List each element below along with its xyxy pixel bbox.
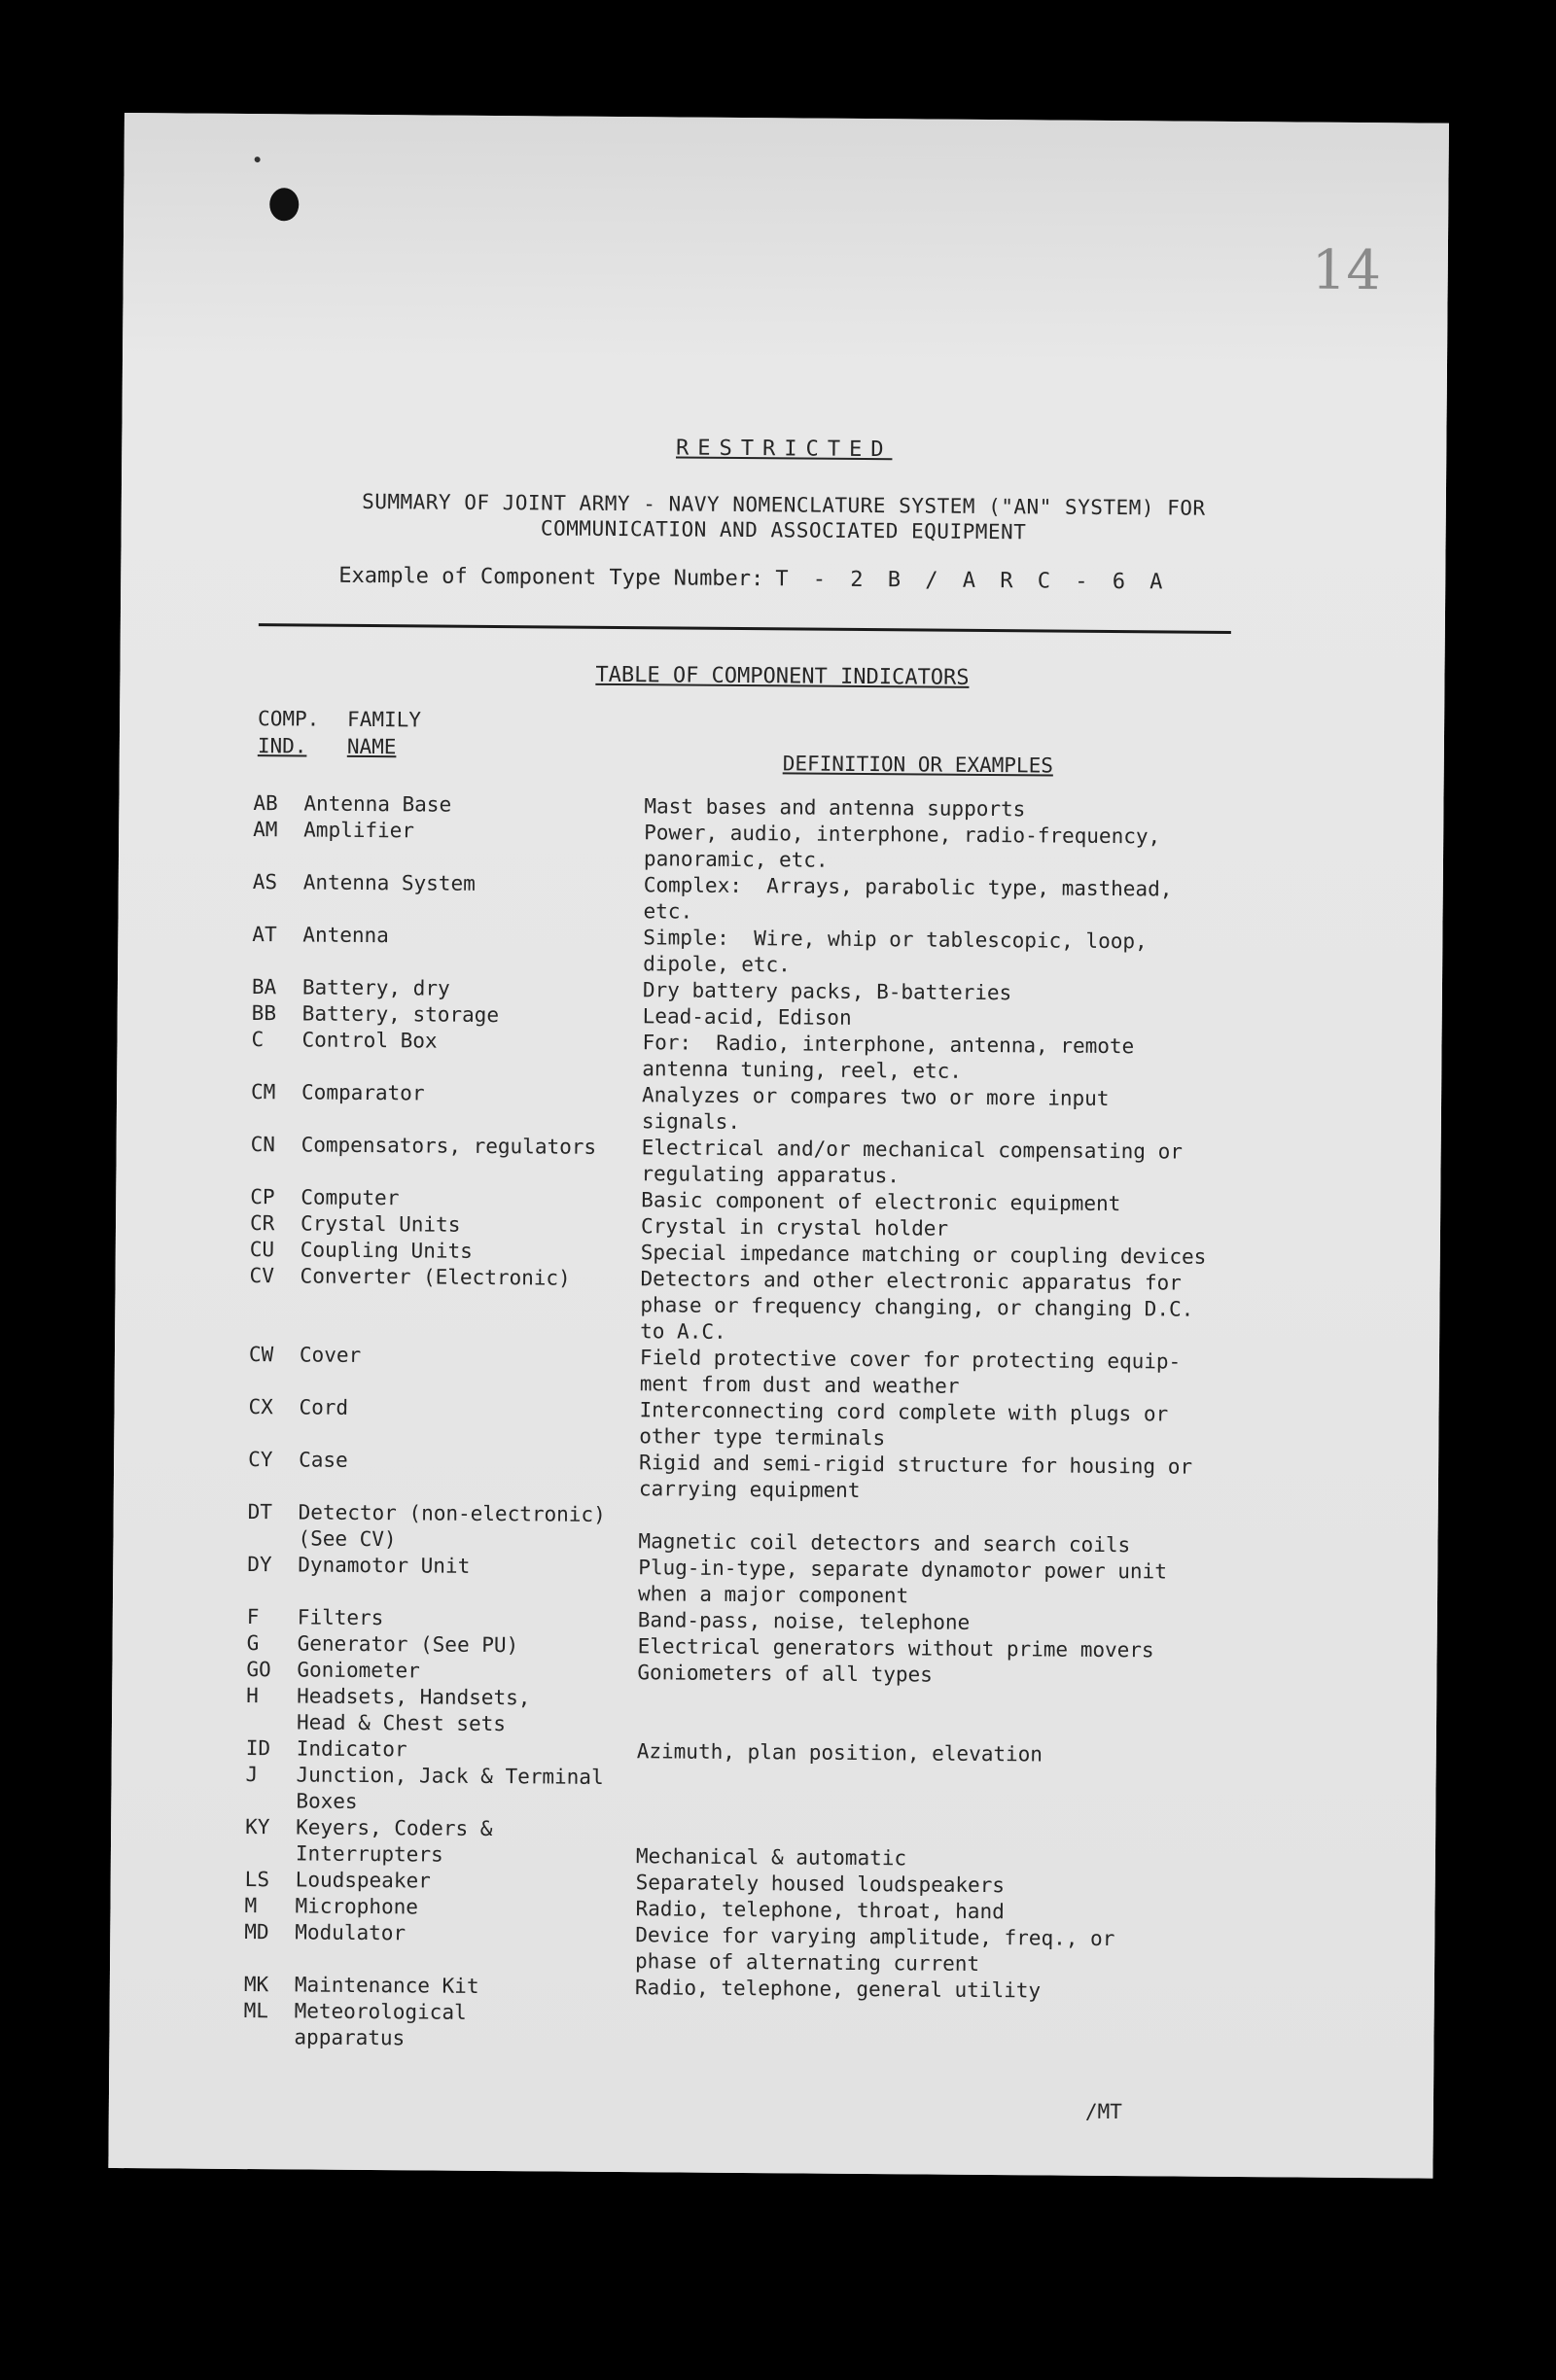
definition-line: Interconnecting cord complete with plugs or (639, 1398, 1169, 1426)
family-name-line: Dynamotor Unit (298, 1553, 471, 1578)
family-name (300, 1342, 640, 1397)
definition (641, 1135, 1359, 1193)
definition-line: ment from dust and weather (639, 1372, 960, 1398)
family-name-line: Control Box (301, 1028, 438, 1053)
definition-line: Mast bases and antenna supports (644, 794, 1026, 822)
definition-line: phase of alternating current (634, 1949, 980, 1976)
family-name-line: Junction, Jack & Terminal (296, 1763, 604, 1789)
definition-line: Band-pass, noise, telephone (637, 1608, 971, 1634)
family-name-line: Coupling Units (300, 1238, 473, 1263)
component-indicator: CN (250, 1133, 276, 1157)
family-name-line: apparatus (294, 2025, 406, 2050)
family-name-line: Antenna System (302, 870, 476, 895)
definition-line: Simple: Wire, whip or tablescopic, loop, (643, 926, 1148, 954)
punch-hole (269, 188, 299, 221)
component-indicator: AB (253, 791, 278, 816)
definition-line (635, 2001, 1353, 2033)
family-name-line: Modulator (295, 1920, 407, 1945)
table-row (244, 1919, 1353, 1980)
definition-line: Complex: Arrays, parabolic type, masthead, (643, 873, 1173, 901)
family-name-line: Keyers, Coders & (296, 1815, 493, 1841)
family-name (296, 1814, 636, 1870)
definition-line: Separately housed loudspeakers (635, 1871, 1006, 1898)
definition (636, 1817, 1354, 1875)
column-header-comp-ind (258, 705, 320, 759)
definition-line (637, 1686, 1355, 1718)
component-indicator: G (246, 1631, 260, 1656)
family-name-line: Generator (See PU) (297, 1631, 519, 1658)
definition (637, 1686, 1355, 1744)
family-name (303, 790, 644, 820)
family-name (300, 1263, 641, 1345)
component-indicator: C (251, 1028, 265, 1052)
component-indicator: ML (243, 1999, 269, 2023)
component-indicator: KY (245, 1815, 270, 1839)
component-indicator: CY (248, 1448, 273, 1472)
definition-line: when a major component (637, 1582, 909, 1608)
header-family: FAMILY (347, 707, 422, 732)
definition-line: Lead-acid, Edison (642, 1004, 852, 1030)
table-row (252, 922, 1361, 983)
definition (642, 1030, 1360, 1088)
example-line (338, 564, 1168, 595)
family-name-line: Comparator (301, 1080, 425, 1105)
definition-line: Basic component of electronic equipment (641, 1188, 1121, 1216)
component-indicator: CR (249, 1211, 275, 1236)
family-name (299, 1394, 639, 1450)
family-name-line: Headsets, Handsets, (297, 1684, 531, 1710)
family-name-line: Battery, storage (301, 1001, 500, 1028)
component-indicator: DT (247, 1500, 273, 1524)
family-name-line: Amplifier (303, 818, 415, 843)
definition-line (636, 1765, 1354, 1797)
family-name-line: Head & Chest sets (296, 1710, 507, 1736)
definition (639, 1450, 1357, 1508)
header-name: NAME (346, 734, 397, 759)
component-indicator: H (246, 1684, 259, 1708)
component-indicator: AS (252, 870, 278, 894)
family-name-line: Converter (Electronic) (300, 1264, 571, 1290)
definition-line: Power, audio, interphone, radio-frequency, (644, 821, 1161, 849)
family-name (302, 869, 643, 925)
table-title: TABLE OF COMPONENT INDICATORS (595, 662, 970, 690)
family-name (297, 1735, 637, 1765)
family-name (301, 1079, 642, 1135)
definition-line: regulating apparatus. (641, 1162, 901, 1188)
family-name-line: Detector (non-electronic) (298, 1500, 606, 1526)
definition-line: Electrical generators without prime movers (637, 1634, 1154, 1662)
definition (638, 1502, 1356, 1560)
definition-line: antenna tuning, reel, etc. (642, 1057, 963, 1083)
definition (638, 1555, 1356, 1613)
family-name (298, 1552, 638, 1607)
table-row (247, 1552, 1356, 1613)
component-indicator: CP (250, 1185, 275, 1209)
family-name-line: Cord (299, 1395, 349, 1419)
family-name-line: Battery, dry (301, 975, 450, 1000)
table-row (247, 1499, 1356, 1560)
family-name (295, 1972, 635, 2001)
example-label: Example of Component Type Number: (338, 563, 764, 592)
component-indicator: M (244, 1894, 258, 1918)
horizontal-rule (259, 623, 1231, 634)
family-name-line: Maintenance Kit (294, 1973, 479, 1998)
component-indicator: CU (249, 1238, 275, 1262)
component-indicator: MK (243, 1973, 269, 1997)
definition-line: Plug-in-type, separate dynamotor power unit (638, 1556, 1167, 1584)
hole-mark (255, 157, 261, 162)
family-name-line: Meteorological (294, 1999, 467, 2024)
definition-line: Electrical and/or mechanical compensating or (641, 1136, 1184, 1164)
definition (634, 2001, 1352, 2059)
definition (643, 872, 1361, 930)
family-name-line: Filters (297, 1605, 384, 1630)
component-indicator: ID (245, 1736, 271, 1761)
example-code: T - 2 B / A R C - 6 A (775, 567, 1169, 595)
component-indicator: J (245, 1763, 259, 1787)
family-name (296, 1762, 636, 1817)
definition-line: Analyzes or compares two or more input (641, 1083, 1110, 1110)
family-name-line: Boxes (296, 1789, 358, 1813)
family-name (301, 1237, 641, 1266)
family-name (297, 1683, 637, 1738)
definition-line: to A.C. (640, 1319, 726, 1344)
family-name (303, 817, 644, 872)
classification-marking: RESTRICTED (675, 436, 893, 463)
definition-line: Dry battery packs, B-batteries (642, 978, 1012, 1005)
definition-line: Detectors and other electronic apparatus for (640, 1267, 1182, 1295)
family-name-line: Computer (301, 1185, 400, 1210)
family-name (294, 1998, 634, 2053)
family-name-line: Microphone (295, 1894, 419, 1919)
header-comp: COMP. (258, 707, 320, 731)
definition-line: Mechanical & automatic (635, 1844, 907, 1871)
family-name (302, 1000, 643, 1030)
definition (635, 1922, 1353, 1980)
family-name (298, 1630, 638, 1660)
family-name-line: Compensators, regulators (301, 1133, 597, 1159)
table-row (251, 1027, 1360, 1088)
typist-initials: /MT (1084, 2099, 1122, 2124)
document-title-line-2: COMMUNICATION AND ASSOCIATED EQUIPMENT (540, 516, 1027, 544)
definition-line: Rigid and semi-rigid structure for housing or (639, 1451, 1193, 1479)
component-indicator: CW (248, 1343, 274, 1367)
definition (643, 925, 1361, 983)
family-name (301, 1184, 641, 1213)
family-name (302, 922, 643, 977)
definition-line: For: Radio, interphone, antenna, remote (642, 1031, 1135, 1059)
component-indicator: DY (247, 1553, 272, 1577)
definition-line: Crystal in crystal holder (640, 1214, 949, 1241)
component-indicator: F (246, 1605, 260, 1629)
definition (644, 820, 1362, 878)
table-row (251, 1079, 1360, 1140)
family-name (298, 1499, 638, 1555)
definition-line: phase or frequency changing, or changing D.C. (640, 1293, 1194, 1321)
table-row (245, 1762, 1354, 1823)
family-name-line: Antenna (302, 923, 389, 948)
definition-line: Goniometers of all types (637, 1661, 933, 1687)
family-name (301, 1132, 641, 1187)
family-name-line: Loudspeaker (295, 1868, 431, 1893)
component-indicator: CX (248, 1395, 273, 1419)
table-row (246, 1683, 1355, 1744)
document-title-line-1: SUMMARY OF JOINT ARMY - NAVY NOMENCLATURE SYSTEM ("AN" SYSTEM) FOR (362, 489, 1206, 520)
component-indicator: BA (251, 975, 277, 999)
component-indicator: AM (253, 818, 278, 842)
table-row (249, 1263, 1359, 1350)
column-header-family-name (347, 706, 421, 761)
definition (639, 1397, 1357, 1455)
family-name (297, 1657, 637, 1686)
definition-line: etc. (643, 899, 693, 924)
table-row (248, 1447, 1357, 1508)
family-name-line: Case (299, 1448, 348, 1472)
table-row (252, 869, 1361, 930)
family-name (299, 1447, 639, 1502)
table-row (253, 817, 1362, 878)
definition-line: Field protective cover for protecting equip- (639, 1346, 1182, 1374)
definition-line: carrying equipment (638, 1477, 861, 1502)
family-name-line: Antenna Base (303, 791, 452, 817)
component-indicator: CM (251, 1080, 276, 1104)
family-name (298, 1604, 638, 1633)
component-indicator: AT (252, 923, 277, 947)
table-row (249, 1342, 1358, 1403)
definition (640, 1266, 1359, 1350)
family-name-line: Indicator (296, 1736, 407, 1762)
definition (640, 1345, 1358, 1403)
family-name (301, 1210, 641, 1240)
family-name (296, 1867, 636, 1896)
table-row (248, 1394, 1357, 1455)
family-name-line: Crystal Units (300, 1211, 461, 1237)
family-name-line: Interrupters (295, 1841, 443, 1867)
component-table (243, 790, 1362, 2059)
definition-line: Radio, telephone, general utility (634, 1976, 1042, 2003)
component-indicator: CV (249, 1264, 275, 1288)
table-row (243, 1998, 1352, 2059)
column-header-definition: DEFINITION OR EXAMPLES (782, 752, 1054, 778)
definition-line: Magnetic coil detectors and search coils (638, 1529, 1131, 1558)
family-name (295, 1919, 635, 1975)
family-name-line: (See CV) (298, 1526, 397, 1552)
component-indicator: LS (244, 1868, 270, 1892)
family-name-line: Cover (299, 1343, 362, 1367)
definition (636, 1765, 1354, 1823)
definition-line: other type terminals (639, 1424, 886, 1451)
family-name (301, 1027, 642, 1082)
document-sheet (108, 113, 1449, 2179)
table-row (245, 1814, 1354, 1875)
definition-line: Special impedance matching or coupling devices (640, 1241, 1207, 1269)
definition-line: panoramic, etc. (643, 847, 829, 872)
component-indicator: BB (251, 1001, 277, 1026)
definition-line: signals. (641, 1109, 741, 1135)
component-indicator: MD (244, 1920, 269, 1944)
family-name (295, 1893, 635, 1922)
page-number: 14 (1311, 238, 1382, 303)
family-name-line: Goniometer (297, 1658, 420, 1683)
table-row (250, 1132, 1359, 1193)
header-ind: IND. (257, 734, 307, 758)
component-indicator: GO (246, 1658, 271, 1682)
definition-line: Azimuth, plan position, elevation (636, 1739, 1043, 1767)
definition-line: Radio, telephone, throat, hand (635, 1897, 1005, 1924)
definition (642, 1082, 1360, 1140)
family-name (302, 974, 643, 1003)
definition-line: dipole, etc. (643, 952, 791, 977)
definition-line: Device for varying amplitude, freq., or (635, 1923, 1115, 1951)
